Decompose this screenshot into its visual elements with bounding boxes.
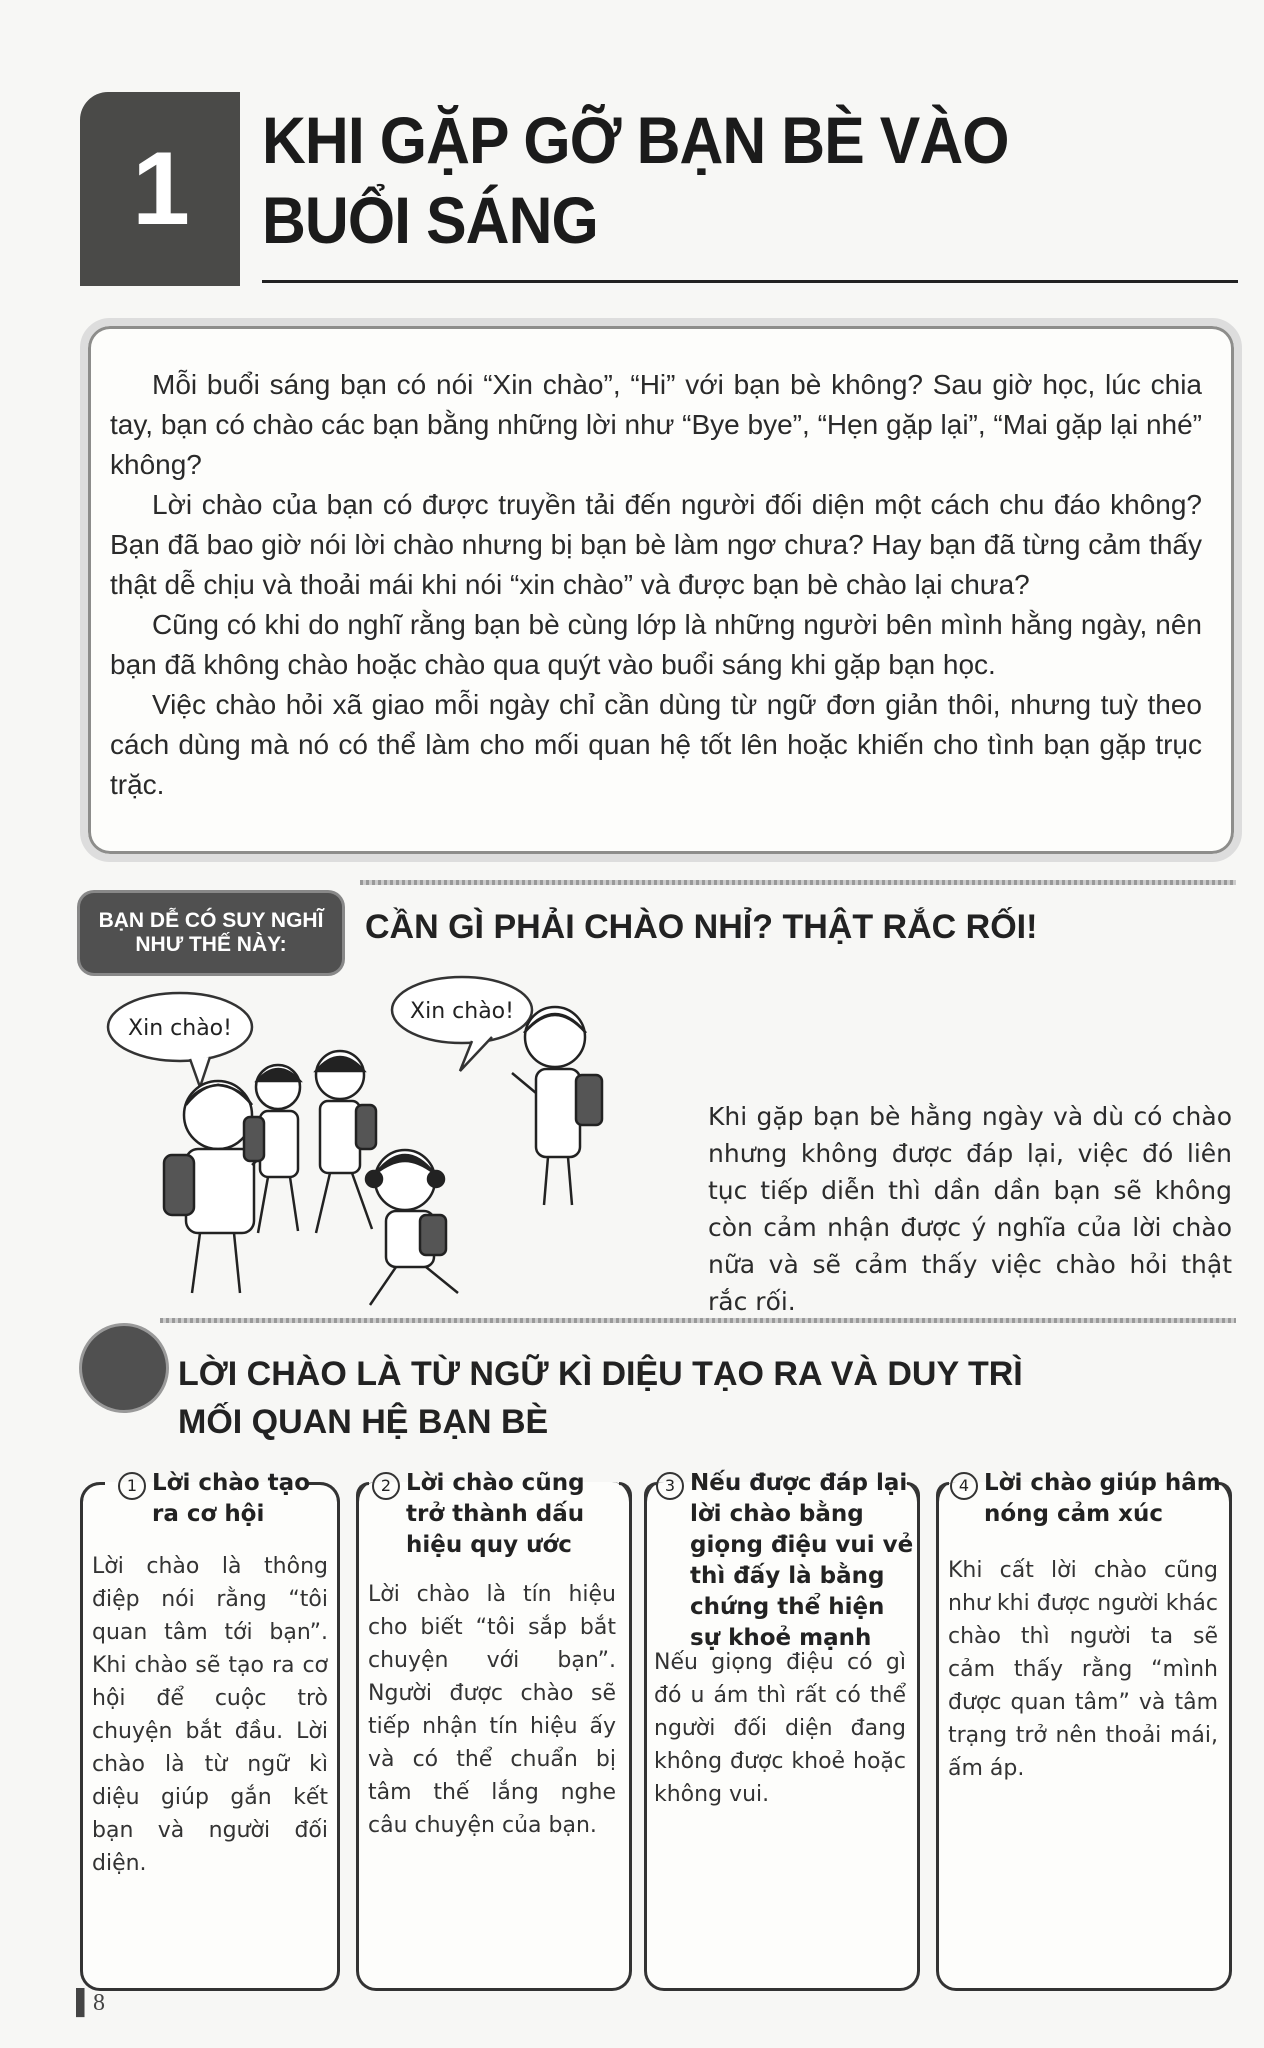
card-heading [950,1468,1222,1530]
chapter-number: 1 [132,130,188,247]
card-heading [656,1468,916,1654]
section-title-line1: LỜI CHÀO LÀ TỪ NGỮ KÌ DIỆU TẠO RA VÀ DUY TRÌ [178,1355,1023,1393]
chapter-title [262,100,1145,260]
card-number: 2 [372,1472,400,1500]
girl-figure [512,1007,602,1205]
think-divider [360,880,1236,885]
chapter-divider [262,280,1238,283]
intro-paragraph: Cũng có khi do nghĩ rằng bạn bè cùng lớp là những người bên mình hằng ngày, nên bạn đã không chào hoặc chào qua quýt vào buổi sáng khi gặp bạn học. [110,609,1202,680]
speech-bubble-right [392,977,532,1071]
bubble-right-text: Xin chào! [410,999,514,1024]
think-title: CẦN GÌ PHẢI CHÀO NHỈ? THẬT RẮC RỐI! [365,908,1038,946]
boy-figure [316,1051,376,1233]
chapter-number-badge [80,92,240,286]
page-number-value: 8 [93,1990,106,2016]
side-note: Khi gặp bạn bè hằng ngày và dù có chào nhưng không được đáp lại, việc đó liên tục tiếp diễn thì dần dần bạn sẽ không còn cảm nhận được ý nghĩa của lời chào nữa và sẽ cảm thấy việc chào hỏi thật rắc rối. [708,1102,1232,1316]
children-greeting-illustration [100,975,700,1315]
section-divider [160,1318,1236,1323]
card-number: 3 [656,1472,684,1500]
speech-bubble-left [108,993,252,1087]
intro-paragraph: Lời chào của bạn có được truyền tải đến người đối diện một cách chu đáo không? Bạn đã bao giờ nói lời chào nhưng bị bạn bè làm ngơ chưa? Hay bạn đã từng cảm thấy thật dễ chịu và thoải mái khi nói “xin chào” và được bạn bè chào lại chưa? [110,489,1202,600]
intro-text [110,365,1202,805]
card-heading [372,1468,624,1561]
page-number: ▌8 [76,1990,106,2016]
section-bullet-icon [82,1326,166,1410]
girl-figure [366,1150,458,1305]
card-heading [118,1468,318,1530]
section-title [178,1350,1218,1446]
think-badge-line2: NHƯ THẾ NÀY: [135,933,287,956]
intro-paragraph: Việc chào hỏi xã giao mỗi ngày chỉ cần dùng từ ngữ đơn giản thôi, nhưng tuỳ theo cách dùng mà nó có thể làm cho mối quan hệ tốt lên hoặc khiến cho tình bạn gặp trục trặc. [110,689,1202,800]
card-number: 1 [118,1472,146,1500]
boy-figure [164,1081,272,1293]
card-body: Lời chào là thông điệp nói rằng “tôi quan tâm tới bạn”. Khi chào sẽ tạo ra cơ hội để cuộc trò chuyện bắt đầu. Lời chào là từ ngữ kì diệu giúp gắn kết bạn và người đối diện. [92,1554,328,1876]
bubble-left-text: Xin chào! [128,1016,232,1041]
intro-paragraph: Mỗi buổi sáng bạn có nói “Xin chào”, “Hi” với bạn bè không? Sau giờ học, lúc chia tay, bạn có chào các bạn bằng những lời như “Bye bye”, “Hẹn gặp lại”, “Mai gặp lại nhé” không? [110,369,1202,480]
card-heading-text: Nếu được đáp lại lời chào bằng giọng điệu vui vẻ thì đấy là bằng chứng thể hiện sự khoẻ mạnh [690,1470,914,1651]
card-body: Nếu giọng điệu có gì đó u ám thì rất có thể người đối diện đang không được khoẻ hoặc không vui. [654,1650,906,1807]
card-heading-text: Lời chào cũng trở thành dấu hiệu quy ước [406,1470,585,1558]
card-heading-text: Lời chào giúp hâm nóng cảm xúc [984,1470,1221,1527]
card-number: 4 [950,1472,978,1500]
section-title-line2: MỐI QUAN HỆ BẠN BÈ [178,1403,549,1441]
chapter-title-line1: KHI GẶP GỠ BẠN BÈ VÀO [262,103,1009,177]
think-badge-line1: BẠN DỄ CÓ SUY NGHĨ [98,909,324,932]
chapter-title-line2: BUỔI SÁNG [262,183,598,257]
card-body: Khi cất lời chào cũng như khi được người khác chào thì người ta sẽ cảm thấy rằng “mình được quan tâm” và tâm trạng trở nên thoải mái, ấm áp. [948,1558,1218,1781]
card-body: Lời chào là tín hiệu cho biết “tôi sắp bắt chuyện với bạn”. Người được chào sẽ tiếp nhận tín hiệu ấy và có thể chuẩn bị tâm thế lắng nghe câu chuyện của bạn. [368,1582,616,1838]
card-heading-text: Lời chào tạo ra cơ hội [152,1470,311,1527]
think-badge [80,893,342,973]
